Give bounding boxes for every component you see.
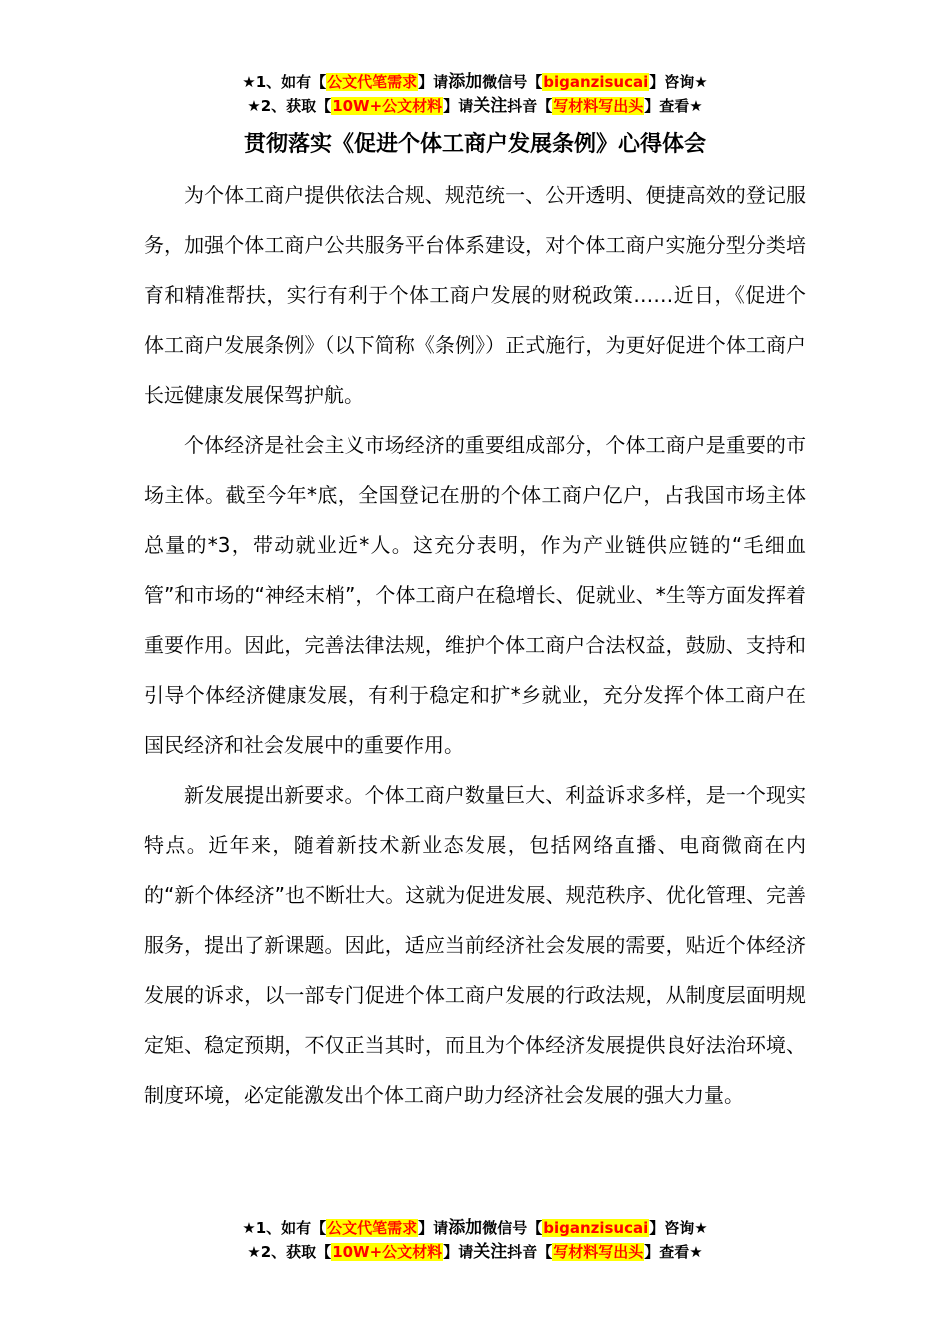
promo-text: 】查看★ [644, 97, 703, 115]
promo-text: 】请 [443, 1243, 474, 1261]
star-icon: ★ [247, 1243, 261, 1261]
promo-text: 】请 [418, 73, 449, 91]
promo-text: 2、获取【 [260, 97, 332, 115]
promo-highlight-douyin: 写材料写出头 [553, 1243, 644, 1261]
promo-text: 2、获取【 [260, 1243, 332, 1261]
promo-line-2 [0, 94, 950, 118]
promo-text: 抖音【 [507, 97, 553, 115]
promo-line-2 [0, 1240, 950, 1264]
star-icon: ★ [247, 97, 261, 115]
paragraph-3: 新发展提出新要求。个体工商户数量巨大、利益诉求多样，是一个现实特点。近年来，随着新技术新业态发展，包括网络直播、电商微商在内的“新个体经济”也不断壮大。这就为促进发展、规范秩序、优化管理、完善服务，提出了新课题。因此，适应当前经济社会发展的需要，贴近个体经济发展的诉求，以一部专门促进个体工商户发展的行政法规，从制度层面明规定矩、稳定预期，不仅正当其时，而且为个体经济发展提供良好法治环境、制度环境，必定能激发出个体工商户助力经济社会发展的强大力量。 [144, 783, 806, 1107]
paragraph-1: 为个体工商户提供依法合规、规范统一、公开透明、便捷高效的登记服务，加强个体工商户公共服务平台体系建设，对个体工商户实施分型分类培育和精准帮扶，实行有利于个体工商户发展的财税政策……近日，《促进个体工商户发展条例》（以下简称《条例》）正式施行，为更好促进个体工商户长远健康发展保驾护航。 [144, 183, 806, 407]
promo-text: 微信号【 [482, 73, 543, 91]
promo-emphasis: 关注 [473, 1242, 508, 1262]
promo-text: 1、如有【 [255, 73, 327, 91]
promo-emphasis: 添加 [448, 1218, 483, 1238]
promo-text: 】咨询★ [649, 73, 708, 91]
document-title: 贯彻落实《促进个体工商户发展条例》心得体会 [243, 132, 706, 157]
promo-header [0, 70, 950, 118]
promo-text: 】查看★ [644, 1243, 703, 1261]
promo-text: 微信号【 [482, 1219, 543, 1237]
promo-line-1 [0, 70, 950, 94]
star-icon: ★ [242, 1219, 256, 1237]
promo-text: 抖音【 [507, 1243, 553, 1261]
promo-highlight-wechat: biganzisucai [543, 73, 649, 91]
promo-text: 1、如有【 [255, 1219, 327, 1237]
promo-highlight-douyin: 写材料写出头 [553, 97, 644, 115]
promo-highlight-service: 公文代笔需求 [327, 1219, 418, 1237]
promo-emphasis: 关注 [473, 96, 508, 116]
promo-footer [0, 1216, 950, 1264]
promo-highlight-materials: 10W+公文材料 [332, 1243, 443, 1261]
promo-emphasis: 添加 [448, 72, 483, 92]
promo-text: 】请 [443, 97, 474, 115]
star-icon: ★ [242, 73, 256, 91]
promo-text: 】请 [418, 1219, 449, 1237]
promo-text: 】咨询★ [649, 1219, 708, 1237]
promo-line-1 [0, 1216, 950, 1240]
document-body [144, 170, 806, 1120]
promo-highlight-service: 公文代笔需求 [327, 73, 418, 91]
promo-highlight-wechat: biganzisucai [543, 1219, 649, 1237]
promo-highlight-materials: 10W+公文材料 [332, 97, 443, 115]
paragraph-2: 个体经济是社会主义市场经济的重要组成部分，个体工商户是重要的市场主体。截至今年*底，全国登记在册的个体工商户亿户，占我国市场主体总量的*3，带动就业近*人。这充分表明，作为产业链供应链的“毛细血管”和市场的“神经末梢”，个体工商户在稳增长、促就业、*生等方面发挥着重要作用。因此，完善法律法规，维护个体工商户合法权益，鼓励、支持和引导个体经济健康发展，有利于稳定和扩*乡就业，充分发挥个体工商户在国民经济和社会发展中的重要作用。 [144, 433, 806, 757]
